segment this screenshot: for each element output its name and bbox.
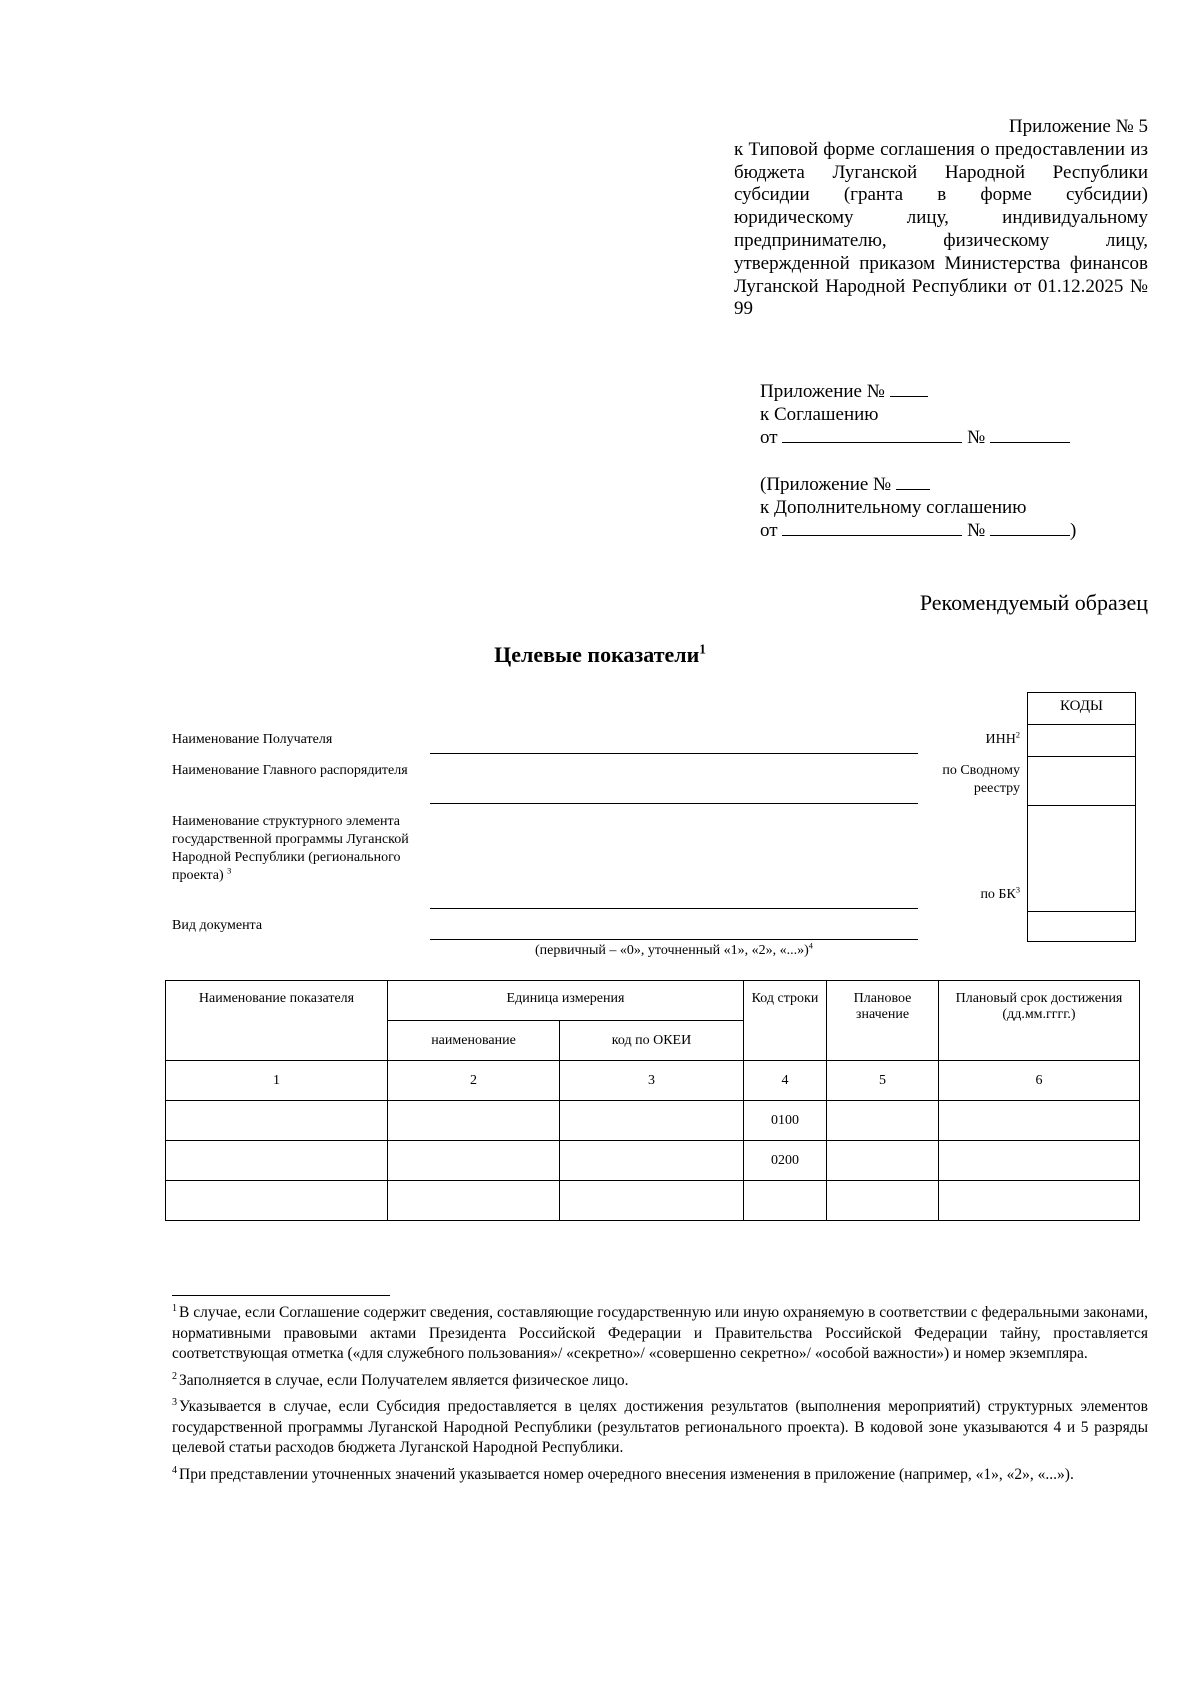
page-title — [0, 642, 1200, 668]
cell-row-code: 0200 — [744, 1141, 827, 1181]
agreement-date-label: от — [760, 427, 778, 448]
manager-label: Наименование Главного распорядителя — [172, 763, 408, 778]
codes-cell-bk — [1028, 805, 1135, 806]
supp-appendix-number-line — [896, 473, 930, 490]
structural-line — [430, 908, 918, 909]
cell-row-code — [744, 1181, 827, 1221]
col-header-row-code: Код строки — [744, 981, 827, 1061]
cell-unit-okei — [560, 1141, 744, 1181]
cell-unit-name — [388, 1181, 560, 1221]
doc-type-hint — [430, 942, 918, 960]
col-number: 5 — [827, 1061, 939, 1101]
structural-label-text: Наименование структурного элемента государственной программы Луганской Народной Республики (регионального проекта) — [172, 814, 409, 883]
col-header-planned: Плановое значение — [827, 981, 939, 1061]
supp-close-paren: ) — [1069, 520, 1077, 541]
recipient-line — [430, 753, 918, 754]
bk-label — [900, 886, 1020, 904]
appendix-number-line — [890, 380, 928, 397]
footnote-number: 3 — [172, 1397, 178, 1408]
inn-footnote: 2 — [1015, 730, 1020, 740]
col-number: 6 — [939, 1061, 1140, 1101]
col-number: 4 — [744, 1061, 827, 1101]
cell-row-code: 0100 — [744, 1101, 827, 1141]
header-title: Приложение № 5 — [1008, 116, 1148, 137]
cell-indicator — [166, 1181, 388, 1221]
cell-unit-okei — [560, 1181, 744, 1221]
supp-date-label: от — [760, 520, 778, 541]
codes-box — [1027, 692, 1136, 942]
page-title-text: Целевые показатели — [494, 642, 700, 667]
table-row — [166, 1181, 1140, 1221]
codes-cell-registry — [1028, 756, 1135, 757]
footnote-text: При представлении уточненных значений указывается номер очередного внесения изменения в приложение (например, «1», «2», «...»). — [179, 1465, 1074, 1483]
structural-label — [172, 813, 412, 885]
registry-label: по Сводному реестру — [942, 763, 1020, 796]
cell-planned — [827, 1181, 939, 1221]
doc-type-line — [430, 939, 918, 940]
col-header-indicator: Наименование показателя — [166, 981, 388, 1061]
footnote-number: 4 — [172, 1464, 178, 1476]
footnote-separator — [172, 1295, 390, 1296]
inn-label-text: ИНН — [985, 732, 1016, 747]
cell-unit-name — [388, 1101, 560, 1141]
table-row — [166, 1141, 1140, 1181]
structural-footnote: 3 — [227, 866, 232, 876]
table-header-row-1 — [166, 981, 1140, 1021]
footnote-item — [172, 1465, 1148, 1486]
cell-deadline — [939, 1141, 1140, 1181]
col-number: 3 — [560, 1061, 744, 1101]
agreement-number-label: № — [967, 427, 986, 448]
indicators-table — [165, 980, 1140, 1221]
agreement-date-line — [782, 426, 962, 443]
footnote-text: Заполняется в случае, если Получателем является физическое лицо. — [179, 1371, 629, 1389]
cell-indicator — [166, 1141, 388, 1181]
page-title-footnote: 1 — [699, 641, 706, 657]
cell-unit-okei — [560, 1101, 744, 1141]
supp-appendix-number-label: (Приложение № — [760, 474, 892, 495]
recommended-sample-label: Рекомендуемый образец — [919, 590, 1148, 615]
supp-date-line — [782, 519, 962, 536]
col-header-unit-name: наименование — [388, 1021, 560, 1061]
supp-number-label: № — [967, 520, 986, 541]
header-block — [734, 116, 1148, 321]
footnote-number: 2 — [172, 1370, 178, 1382]
doc-type-footnote: 4 — [808, 941, 813, 951]
table-row — [166, 1101, 1140, 1141]
agreement-label: к Соглашению — [760, 404, 879, 425]
footnote-item — [172, 1303, 1148, 1365]
col-header-unit: Единица измерения — [388, 981, 744, 1021]
doc-type-hint-text: (первичный – «0», уточненный «1», «2», «...») — [535, 943, 809, 958]
supplementary-appendix — [760, 473, 1090, 542]
manager-line — [430, 803, 918, 804]
recipient-label: Наименование Получателя — [172, 732, 333, 747]
inn-label — [900, 731, 1020, 749]
supp-agreement-label: к Дополнительному соглашению — [760, 497, 1027, 518]
cell-deadline — [939, 1181, 1140, 1221]
footnotes — [172, 1303, 1148, 1491]
header-text: к Типовой форме соглашения о предоставлении из бюджета Луганской Народной Республики субсидии (гранта в форме субсидии) юридическому лицу, индивидуальному предпринимателю, физическому лицу, утвержденной приказом Министерства финансов Луганской Народной Республики от 01.12.2025 № 99 — [734, 138, 1148, 320]
col-header-unit-okei: код по ОКЕИ — [560, 1021, 744, 1061]
agreement-appendix-number-label: Приложение № — [760, 381, 885, 402]
footnote-text: В случае, если Соглашение содержит сведения, составляющие государственную или иную охраняемую в соответствии с федеральными законами, нормативными правовыми актами Президента Российской Федерации и Правительства Российской Федерации тайну, проставляется соответствующая отметка («для служебного пользования»/ «секретно»/ «совершенно секретно»/ «особой важности») и номер экземпляра. — [172, 1304, 1148, 1362]
footnote-item — [172, 1371, 1148, 1392]
codes-header: КОДЫ — [1059, 698, 1104, 714]
col-header-deadline: Плановый срок достижения (дд.мм.гггг.) — [939, 981, 1140, 1061]
col-number: 1 — [166, 1061, 388, 1101]
cell-planned — [827, 1101, 939, 1141]
agreement-appendix — [760, 380, 1090, 449]
col-number: 2 — [388, 1061, 560, 1101]
doc-type-label: Вид документа — [172, 918, 263, 933]
bk-label-text: по БК — [980, 887, 1016, 902]
footnote-item — [172, 1397, 1148, 1459]
table-number-row — [166, 1061, 1140, 1101]
supp-number-line — [990, 519, 1070, 536]
cell-deadline — [939, 1101, 1140, 1141]
footnote-number: 1 — [172, 1303, 178, 1314]
footnote-text: Указывается в случае, если Субсидия предоставляется в целях достижения результатов (выполнения мероприятий) структурных элементов государственной программы Луганской Народной Республики (результатов регионального проекта). В кодовой зоне указываются 4 и 5 разряды целевой статьи расходов бюджета Луганской Народной Республики. — [172, 1398, 1148, 1456]
agreement-number-line — [990, 426, 1070, 443]
cell-unit-name — [388, 1141, 560, 1181]
cell-planned — [827, 1141, 939, 1181]
bk-footnote: 3 — [1015, 885, 1020, 895]
codes-cell-inn — [1028, 724, 1135, 725]
codes-cell-doc-type — [1028, 911, 1135, 912]
cell-indicator — [166, 1101, 388, 1141]
